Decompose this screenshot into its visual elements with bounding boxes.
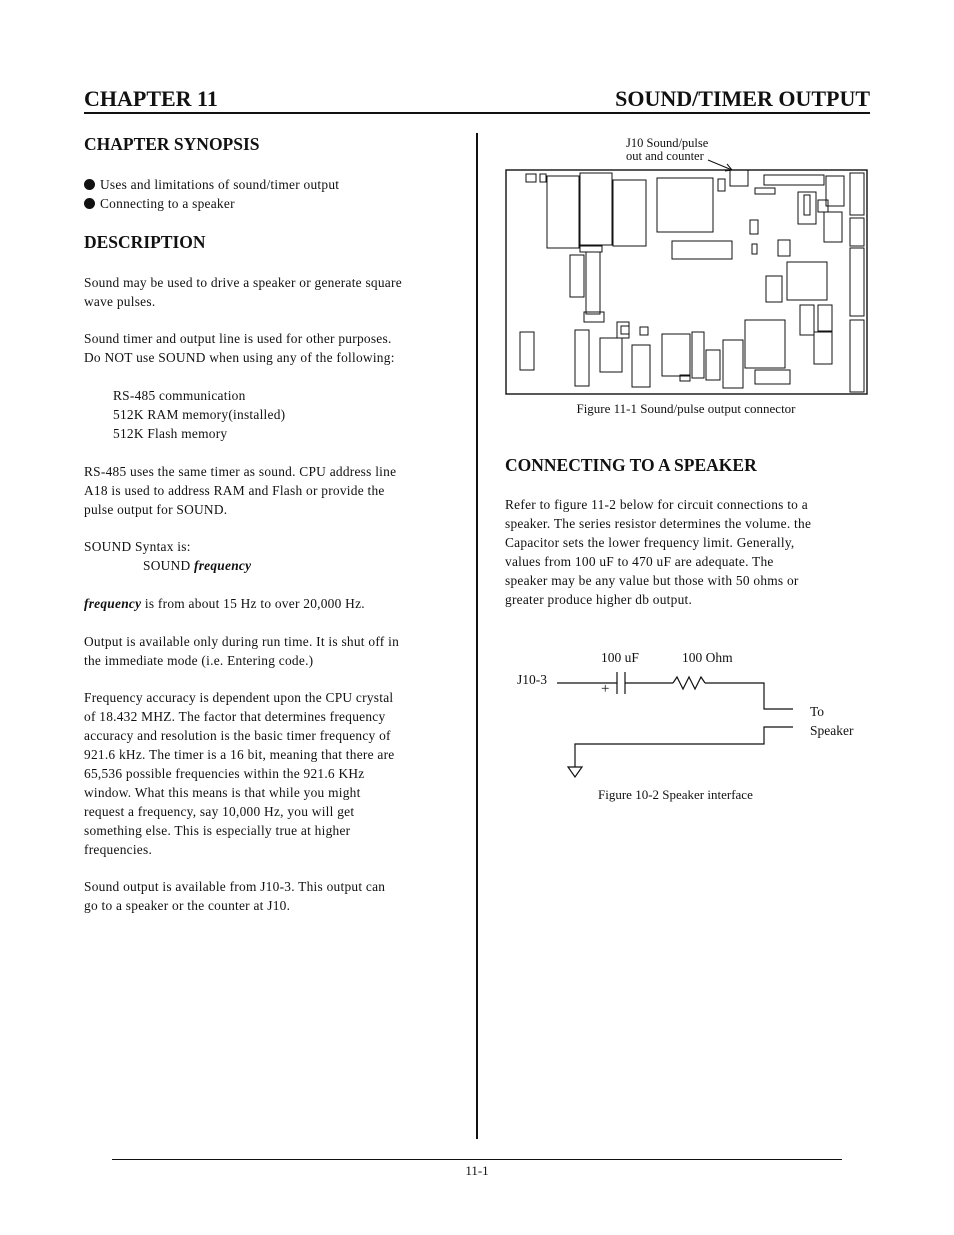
paragraph-speaker-connection: Refer to figure 11-2 below for circuit connections to a speaker. The series resistor determines the volume. the Capacitor sets the lower frequency limit. Generally, values from 100 uF to 470 uF are adequate. The speaker may be any value but those with 50 ohms or greater produce higher db output. [505, 497, 812, 607]
page-number: 11-1 [465, 1163, 489, 1178]
paragraph-output-availability: Output is available only during run time. It is shut off in the immediate mode (i.e. Entering code.) [84, 634, 400, 668]
capacitor-label: 100 uF [601, 650, 639, 665]
connecting-heading: CONNECTING TO A SPEAKER [505, 455, 757, 475]
resistor-label: 100 Ohm [682, 650, 733, 665]
figure-1-caption: Figure 11-1 Sound/pulse output connector [576, 401, 796, 416]
paragraph-rs485: RS-485 uses the same timer as sound. CPU address line A18 is used to address RAM and Flash or provide the pulse output for SOUND. [84, 464, 397, 517]
to-label: To [810, 704, 825, 719]
chapter-number: CHAPTER 11 [84, 86, 218, 111]
paragraph-frequency-range: frequency is from about 15 Hz to over 20,000 Hz. [84, 596, 365, 611]
paragraph-sound-timer: Sound timer and output line is used for other purposes. Do NOT use SOUND when using any of the following: [84, 331, 395, 365]
list-item: RS-485 communication [113, 388, 246, 403]
paragraph-sound-output: Sound output is available from J10-3. This output can go to a speaker or the counter at J10. [84, 879, 386, 913]
column-divider [476, 133, 478, 1139]
synopsis-item: Connecting to a speaker [84, 194, 235, 213]
bullet-icon [84, 179, 95, 190]
conflict-list [113, 386, 285, 443]
pin-label: J10-3 [517, 672, 547, 687]
resistor [673, 677, 705, 689]
synopsis-item: Uses and limitations of sound/timer output [84, 175, 339, 194]
syntax-block: SOUND Syntax is: SOUND frequency [84, 539, 252, 573]
speaker-interface-schematic [505, 640, 875, 790]
ground-icon [568, 767, 582, 777]
wire [705, 683, 793, 709]
board-callout: J10 Sound/pulse out and counter [626, 136, 709, 163]
list-item: 512K RAM memory(installed) [113, 407, 286, 422]
polarity-label: + [601, 681, 610, 697]
wire [575, 727, 793, 767]
figure-2-caption: Figure 10-2 Speaker interface [598, 787, 753, 802]
paragraph-frequency-accuracy: Frequency accuracy is dependent upon the CPU crystal of 18.432 MHZ. The factor that determines frequency accuracy and resolution is the basic timer frequency of 921.6 kHz. The timer is a 16 bit, meaning that there are 65,536 possible frequencies within the 921.6 KHz window. What this means is that while you might request a frequency, say 10,000 Hz, you will get something else. This is especially true at higher frequencies. [84, 690, 395, 857]
footer-divider [112, 1159, 842, 1160]
synopsis-heading: CHAPTER SYNOPSIS [84, 134, 260, 154]
list-item: 512K Flash memory [113, 426, 228, 441]
header-divider [84, 112, 870, 114]
chapter-title: SOUND/TIMER OUTPUT [615, 86, 870, 111]
circuit-board-figure [500, 140, 872, 398]
paragraph-sound-use: Sound may be used to drive a speaker or generate square wave pulses. [84, 275, 402, 309]
speaker-label: Speaker [810, 723, 854, 738]
bullet-icon [84, 198, 95, 209]
description-heading: DESCRIPTION [84, 232, 206, 252]
